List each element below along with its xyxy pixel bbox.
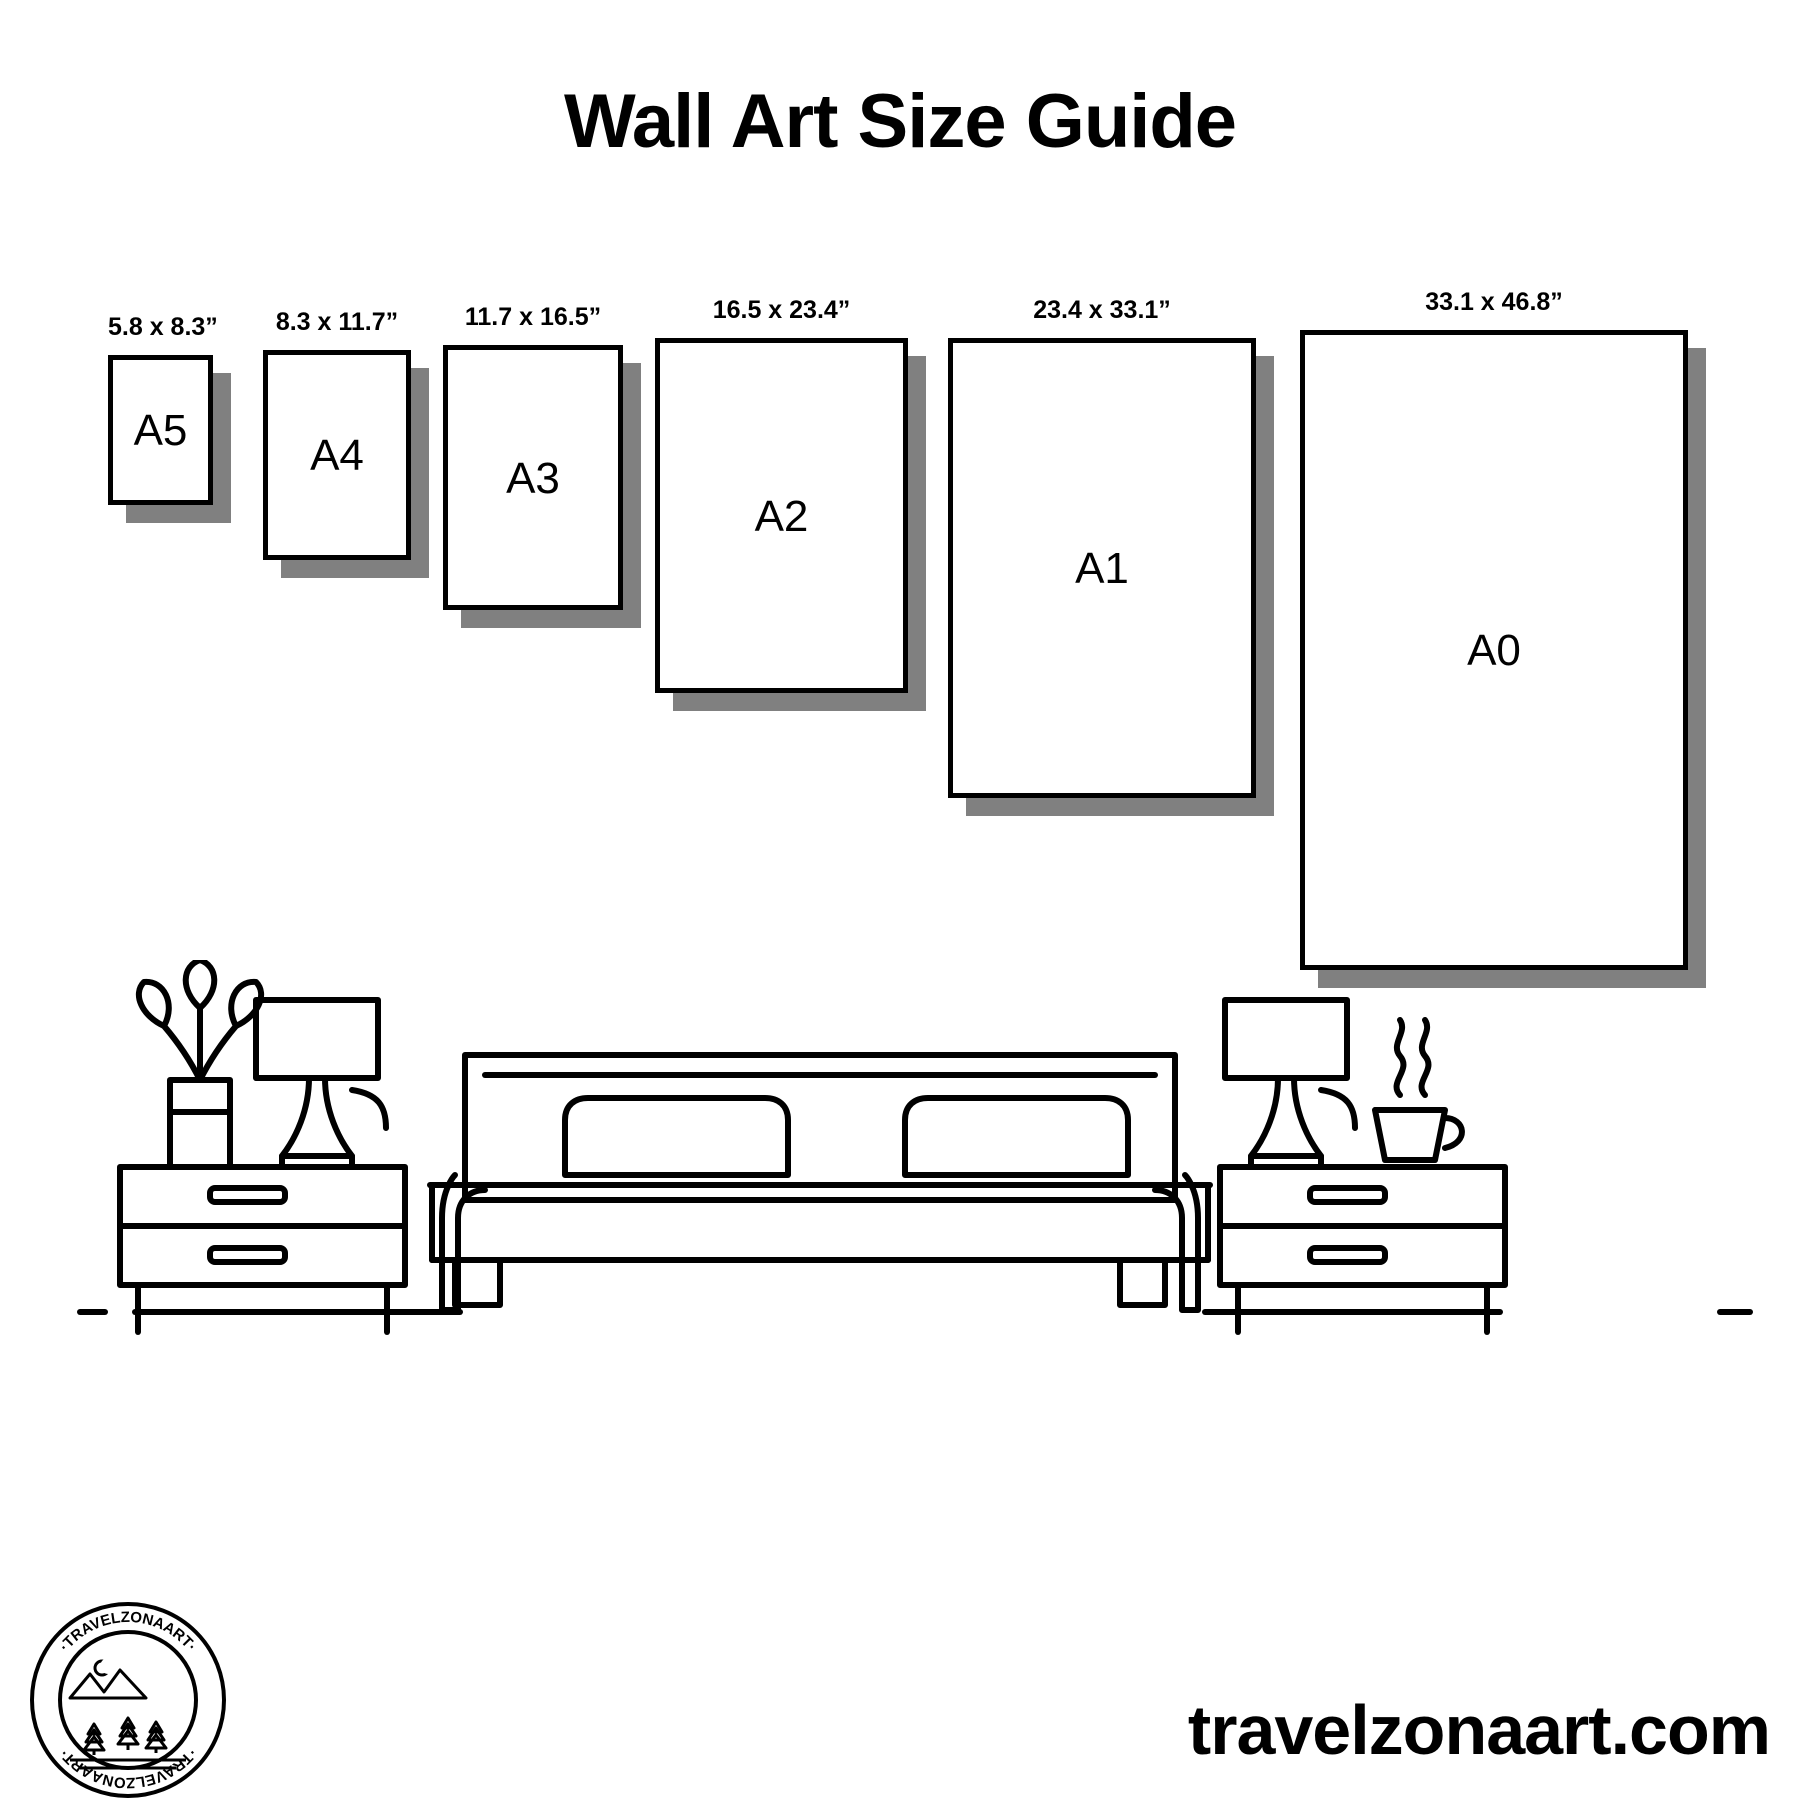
frame-dimension-label: 23.4 x 33.1” — [1033, 296, 1171, 324]
table-lamp-left — [256, 1000, 386, 1167]
plant-vase — [139, 960, 261, 1167]
frame-a1[interactable] — [948, 0, 1274, 816]
coffee-cup — [1375, 1020, 1462, 1160]
bedroom-furniture-illustration — [60, 960, 1760, 1380]
frame-box[interactable] — [1300, 330, 1688, 970]
nightstand-right — [1220, 1167, 1505, 1332]
frame-box[interactable] — [263, 350, 411, 560]
frame-a3[interactable] — [443, 0, 641, 628]
frame-dimension-label: 11.7 x 16.5” — [464, 303, 602, 331]
bed — [430, 1055, 1210, 1310]
frame-size-name: A3 — [506, 453, 560, 503]
page-title: Wall Art Size Guide — [563, 79, 1237, 164]
frame-a2[interactable] — [655, 0, 926, 711]
frame-box[interactable] — [108, 355, 213, 505]
frame-size-name: A1 — [1075, 544, 1129, 594]
table-lamp-right — [1225, 1000, 1355, 1167]
logo-mountain-icon — [70, 1658, 186, 1768]
frame-a5[interactable] — [108, 0, 231, 523]
frame-dimension-label: 16.5 x 23.4” — [712, 296, 851, 324]
website-url[interactable]: travelzonaart.com — [1187, 1691, 1770, 1769]
frame-a0[interactable] — [1300, 0, 1706, 988]
frame-size-name: A5 — [133, 406, 188, 456]
logo-text-bottom: ·TRAVELZONAART· — [56, 1745, 200, 1792]
nightstand-left — [120, 1167, 405, 1332]
frame-dimension-label: 8.3 x 11.7” — [275, 308, 399, 336]
frame-dimension-label: 33.1 x 46.8” — [1425, 288, 1563, 316]
frame-dimension-label: 5.8 x 8.3” — [108, 313, 218, 341]
frame-box[interactable] — [948, 338, 1256, 798]
frame-box[interactable] — [655, 338, 908, 693]
brand-logo — [28, 1600, 228, 1800]
frame-size-name: A2 — [754, 491, 809, 541]
logo-text-top: ·TRAVELZONAART· — [56, 1608, 200, 1655]
frame-a4[interactable] — [263, 0, 429, 578]
frame-box[interactable] — [443, 345, 623, 610]
frame-size-name: A4 — [310, 431, 364, 481]
frame-size-name: A0 — [1467, 626, 1521, 676]
